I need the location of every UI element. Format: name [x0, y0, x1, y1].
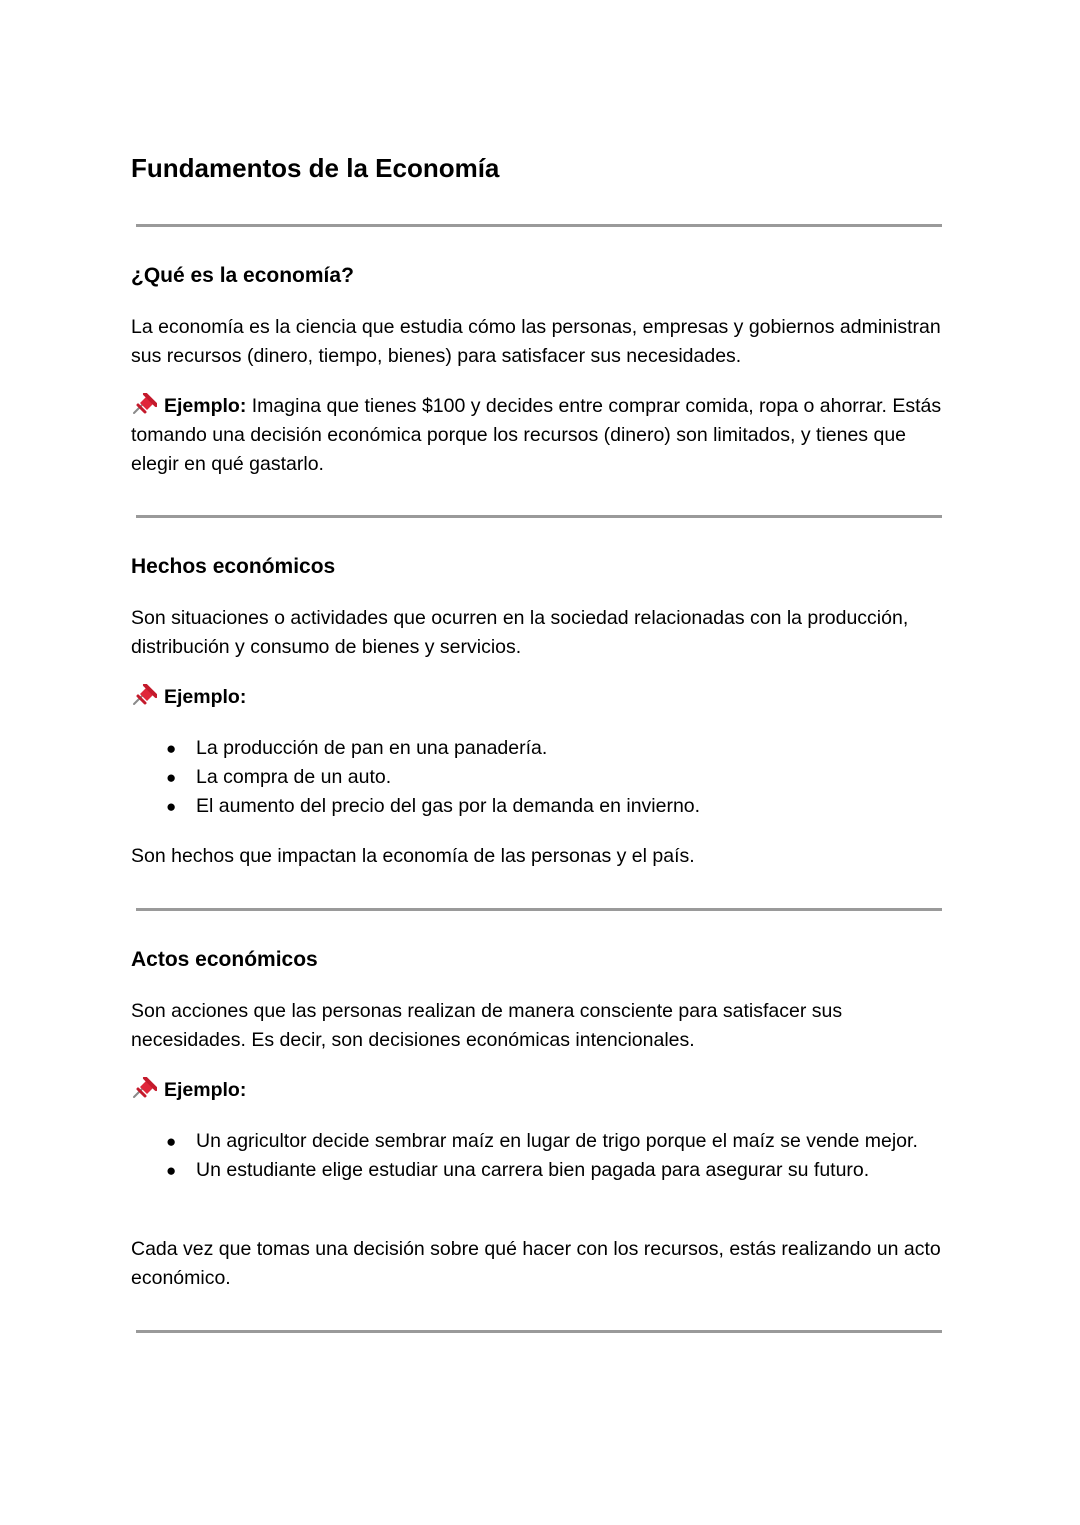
- section-closing: Cada vez que tomas una decisión sobre qué hacer con los recursos, estás realizando un acto económico.: [131, 1238, 941, 1289]
- document-title: Fundamentos de la Economía: [131, 153, 500, 183]
- section-heading-actos-economicos: Actos económicos: [131, 948, 318, 971]
- pushpin-icon: [131, 1077, 157, 1099]
- section-heading-hechos-economicos: Hechos económicos: [131, 555, 336, 578]
- example-text: Imagina que tienes $100 y decides entre comprar comida, ropa o ahorrar. Estás tomando una decisión económica porque los recursos (dinero) son limitados, y tienes que elegir en qué gastarlo.: [131, 395, 942, 475]
- bullet-glyph: ●: [166, 739, 177, 758]
- bullet-glyph: ●: [166, 1161, 177, 1180]
- example-paragraph: [131, 1076, 951, 1105]
- pushpin-icon: [131, 393, 157, 415]
- example-label: Ejemplo:: [164, 395, 247, 417]
- list-item: ● Un estudiante elige estudiar una carrera bien pagada para asegurar su futuro.: [131, 1156, 961, 1185]
- section-paragraph: Son acciones que las personas realizan de manera consciente para satisfacer sus necesidades. Es decir, son decisiones económicas intencionales.: [131, 1000, 843, 1051]
- section-closing: Son hechos que impactan la economía de las personas y el país.: [131, 845, 695, 867]
- list-item: ● Un agricultor decide sembrar maíz en lugar de trigo porque el maíz se vende mejor.: [131, 1127, 961, 1156]
- horizontal-rule: [136, 224, 942, 227]
- pushpin-icon: [131, 684, 157, 706]
- list-item: ● La compra de un auto.: [131, 763, 961, 792]
- bullet-glyph: ●: [166, 1132, 177, 1151]
- bullet-glyph: ●: [166, 768, 177, 787]
- horizontal-rule: [136, 1330, 942, 1333]
- example-label: Ejemplo:: [164, 686, 247, 708]
- bullet-list: [131, 734, 961, 821]
- example-paragraph: [131, 392, 951, 479]
- section-paragraph: La economía es la ciencia que estudia cómo las personas, empresas y gobiernos administran sus recursos (dinero, tiempo, bienes) para satisfacer sus necesidades.: [131, 316, 941, 367]
- section-paragraph: Son situaciones o actividades que ocurren en la sociedad relacionadas con la producción, distribución y consumo de bienes y servicios.: [131, 607, 909, 658]
- example-paragraph: [131, 683, 951, 712]
- horizontal-rule: [136, 515, 942, 518]
- section-heading-que-es-la-economia: ¿Qué es la economía?: [131, 264, 354, 287]
- list-item: ● La producción de pan en una panadería.: [131, 734, 961, 763]
- example-label: Ejemplo:: [164, 1079, 247, 1101]
- list-item: ● El aumento del precio del gas por la demanda en invierno.: [131, 792, 961, 821]
- bullet-glyph: ●: [166, 797, 177, 816]
- horizontal-rule: [136, 908, 942, 911]
- bullet-list: [131, 1127, 961, 1185]
